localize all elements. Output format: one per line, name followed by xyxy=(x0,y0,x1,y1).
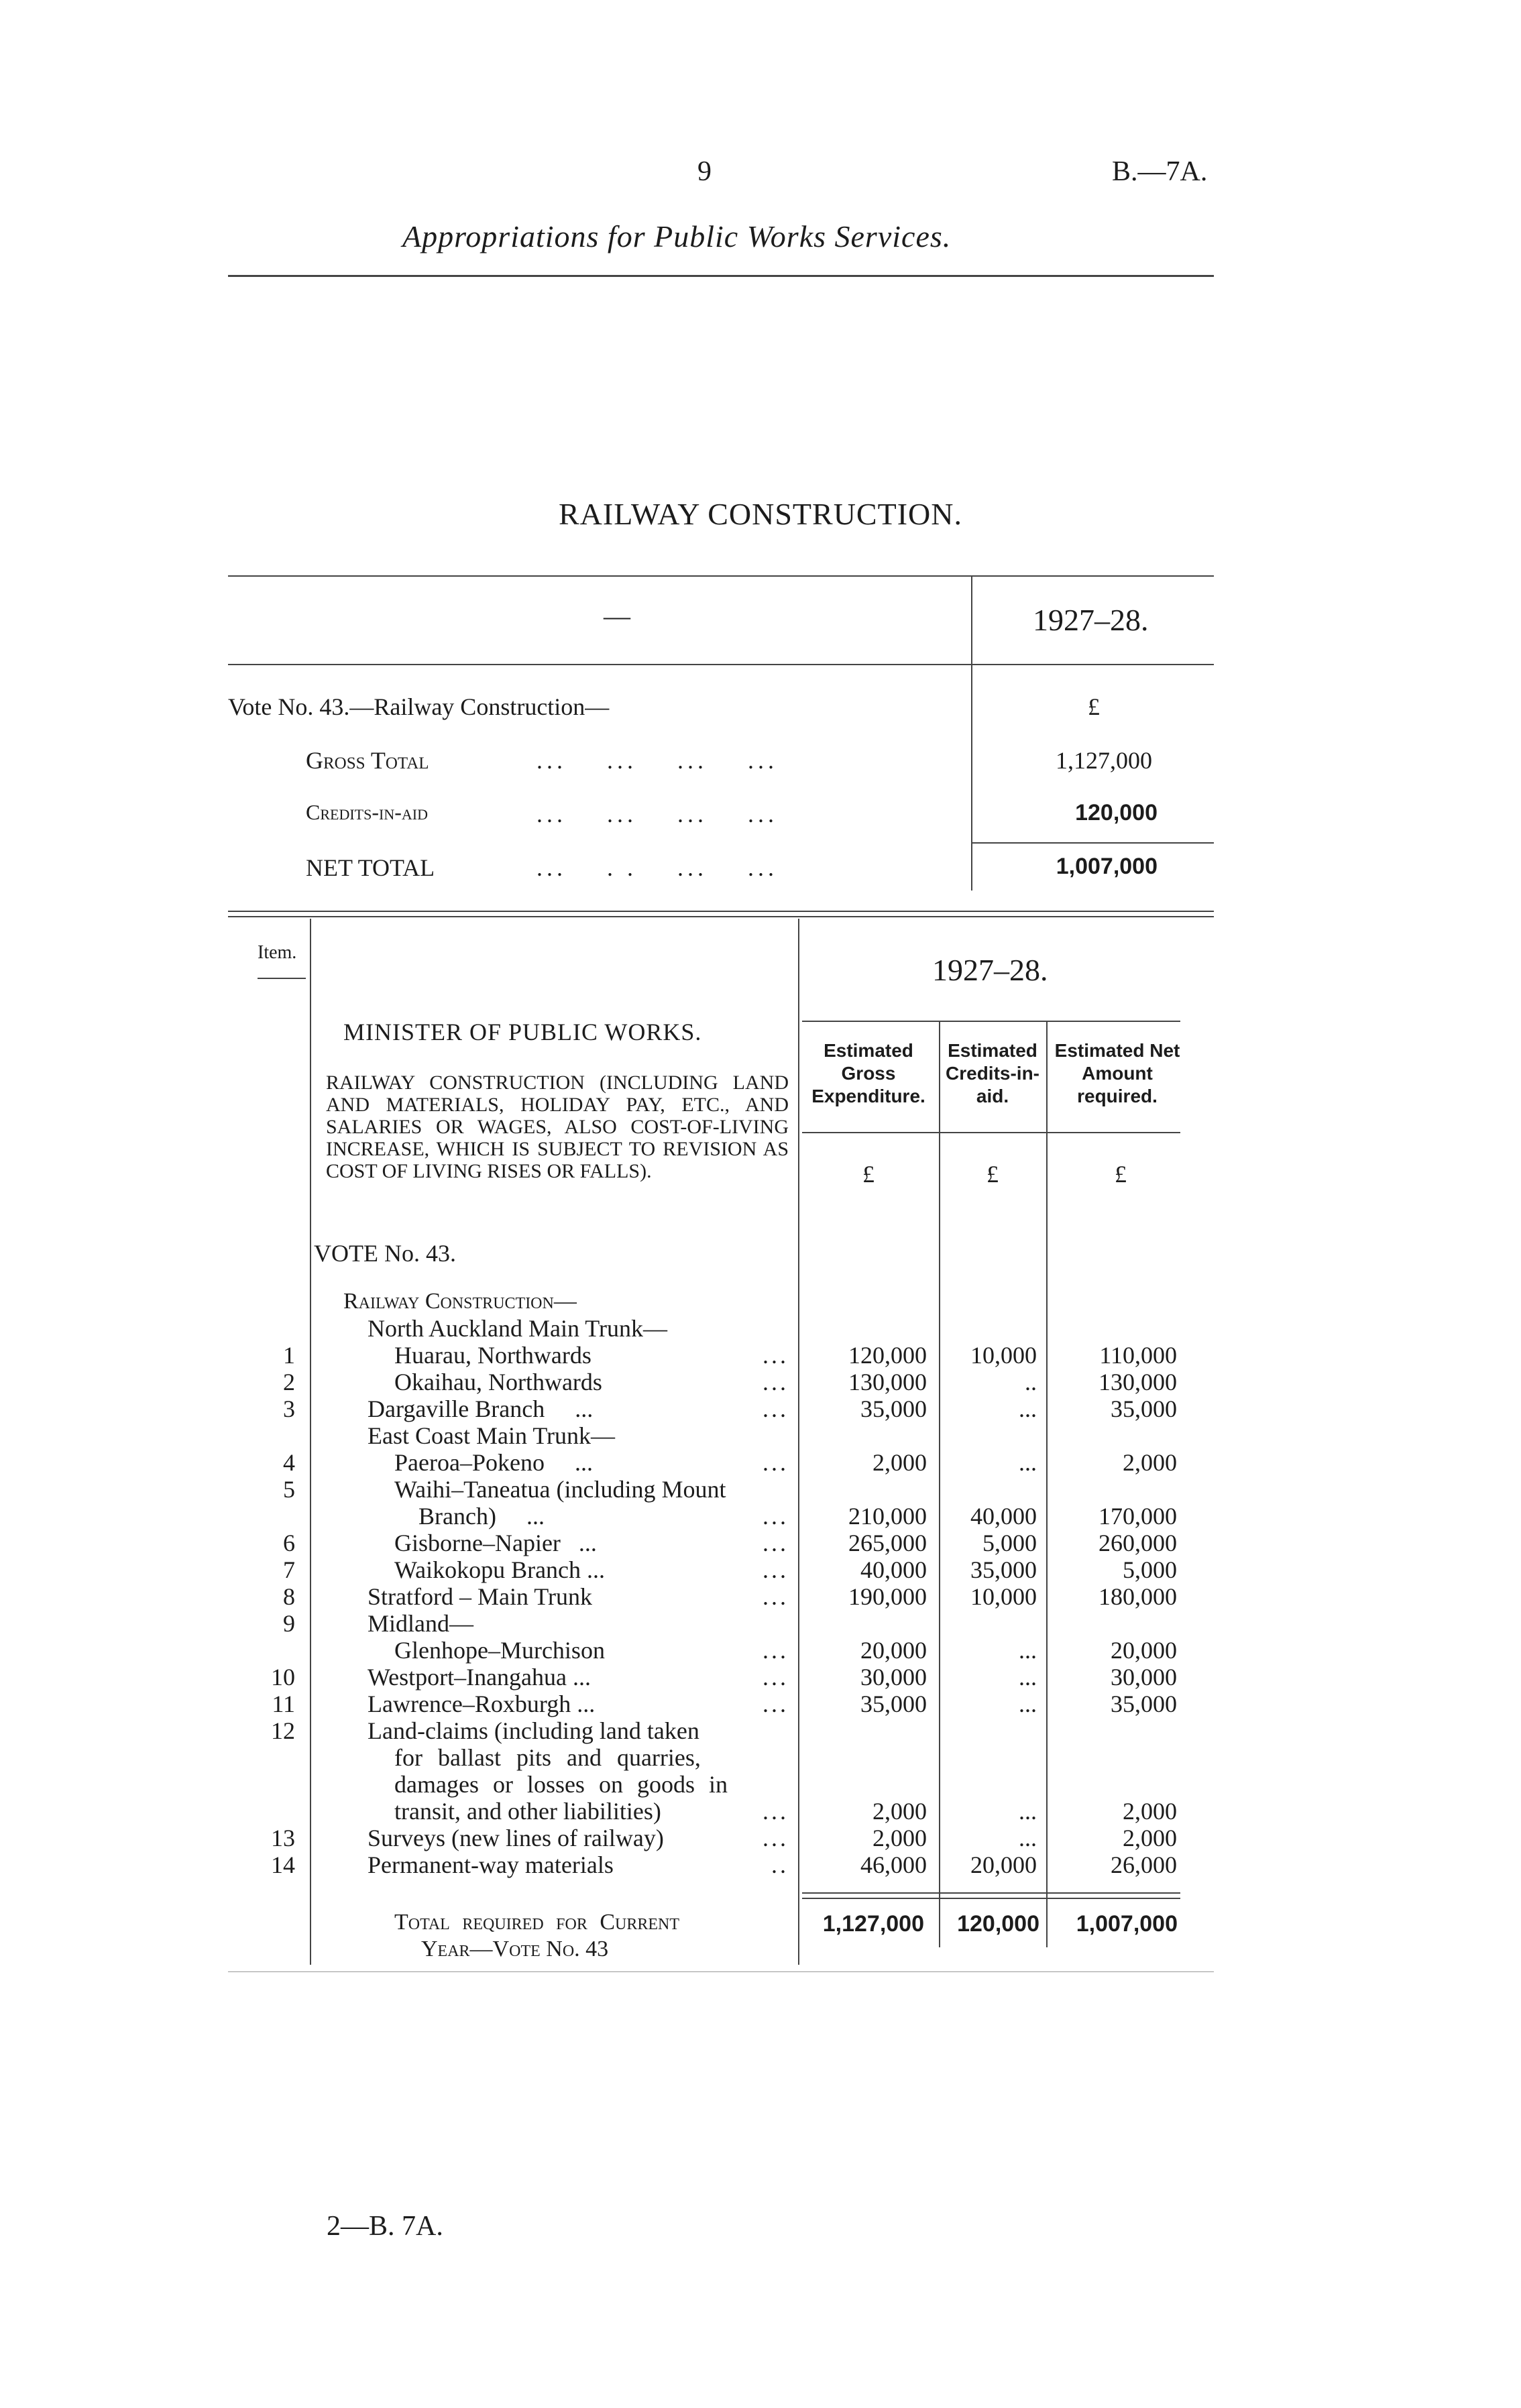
item-text: Paeroa–Pokeno ... xyxy=(394,1449,593,1476)
item-text: Surveys (new lines of railway) xyxy=(368,1825,664,1851)
table-year: 1927–28. xyxy=(932,953,1048,987)
column-group-rule xyxy=(802,1021,1180,1022)
column-header-rule xyxy=(802,1132,1180,1133)
item-text: Land-claims (including land taken xyxy=(368,1717,699,1744)
credits-value: ... xyxy=(1019,1395,1037,1422)
net-value: 130,000 xyxy=(1098,1369,1177,1395)
leader-dots: ... xyxy=(763,1503,789,1530)
leader-dots: ... xyxy=(763,1395,789,1422)
table-row xyxy=(0,1770,1521,1797)
item-text: Branch) ... xyxy=(418,1503,545,1530)
total-rule-2 xyxy=(802,1898,1180,1899)
item-text: Waihi–Taneatua (including Mount xyxy=(394,1476,726,1503)
summary-dash: — xyxy=(604,601,630,631)
table-bottom-rule xyxy=(228,1971,1214,1972)
col-net-header: Estimated Net Amount required. xyxy=(1054,1040,1180,1106)
credits-value: 20,000 xyxy=(970,1851,1037,1878)
leader-dots: ... xyxy=(763,1825,789,1851)
item-number: 7 xyxy=(283,1556,295,1583)
col-credits-header: Estimated Credits-in-aid. xyxy=(946,1040,1039,1106)
gross-total-leader: ... ... ... ... xyxy=(537,747,778,774)
item-text: transit, and other liabilities) xyxy=(394,1798,661,1825)
gross-value: 2,000 xyxy=(872,1825,927,1851)
net-value: 170,000 xyxy=(1098,1503,1177,1530)
credits-value: ... xyxy=(1019,1690,1037,1717)
item-text: Lawrence–Roxburgh ... xyxy=(368,1690,596,1717)
total-net: 1,007,000 xyxy=(1076,1911,1178,1937)
table-row xyxy=(0,1663,1521,1690)
total-label: Total required for Current xyxy=(394,1910,680,1935)
table-row xyxy=(0,1314,1521,1341)
table-row xyxy=(0,1851,1521,1878)
gross-value: 190,000 xyxy=(848,1583,927,1610)
table-row xyxy=(0,1341,1521,1368)
table-row xyxy=(0,1422,1521,1448)
credits-value: 10,000 xyxy=(970,1342,1037,1369)
credits-in-aid-leader: ... ... ... ... xyxy=(537,801,778,827)
table-row xyxy=(0,1395,1521,1422)
vote-description: RAILWAY CONSTRUCTION (INCLUDING LAND AND MATERIALS, HOLIDAY PAY, ETC., AND SALARIES OR WAGES, ALSO COST-OF-LIVING INCREASE, WHICH IS SUBJECT TO REVISION AS COST OF LIVING RISES OR FALLS). xyxy=(326,1072,789,1182)
table-row xyxy=(0,1743,1521,1770)
gross-value: 2,000 xyxy=(872,1798,927,1825)
credits-value: 35,000 xyxy=(970,1556,1037,1583)
table-row xyxy=(0,1824,1521,1851)
item-text: Huarau, Northwards xyxy=(394,1342,592,1369)
footer-signature: 2—B. 7A. xyxy=(327,2211,443,2242)
item-text: for ballast pits and quarries, xyxy=(394,1744,701,1771)
leader-dots: .. xyxy=(771,1851,789,1878)
net-total-leader: ... . . ... ... xyxy=(537,854,778,881)
gross-value: 35,000 xyxy=(860,1395,927,1422)
net-total-rule xyxy=(971,842,1214,844)
table-row xyxy=(0,1609,1521,1636)
item-text: Westport–Inangahua ... xyxy=(368,1664,591,1690)
table-row xyxy=(0,1690,1521,1717)
item-number: 5 xyxy=(283,1476,295,1503)
table-row xyxy=(0,1502,1521,1529)
credits-value: 5,000 xyxy=(982,1530,1037,1556)
table-row xyxy=(0,1475,1521,1502)
total-gross: 1,127,000 xyxy=(822,1911,924,1937)
vote-line: Vote No. 43.—Railway Construction— xyxy=(228,693,610,720)
net-value: 2,000 xyxy=(1123,1449,1177,1476)
item-header: Item. xyxy=(258,942,297,963)
net-value: 26,000 xyxy=(1111,1851,1177,1878)
gross-value: 265,000 xyxy=(848,1530,927,1556)
item-text: Glenhope–Murchison xyxy=(394,1637,605,1664)
document-reference: B.—7A. xyxy=(1112,156,1208,187)
header-rule xyxy=(228,275,1214,277)
section-title: RAILWAY CONSTRUCTION. xyxy=(559,497,962,531)
item-text: damages or losses on goods in xyxy=(394,1771,728,1798)
credits-value: 10,000 xyxy=(970,1583,1037,1610)
total-rule xyxy=(802,1892,1180,1894)
col-gross-header: Estimated Gross Expenditure. xyxy=(811,1040,925,1106)
gross-value: 120,000 xyxy=(848,1342,927,1369)
net-value: 35,000 xyxy=(1111,1395,1177,1422)
page-subtitle: Appropriations for Public Works Services. xyxy=(402,219,952,253)
credits-value: ... xyxy=(1019,1825,1037,1851)
item-text: Okaihau, Northwards xyxy=(394,1369,602,1395)
item-number: 9 xyxy=(283,1610,295,1637)
leader-dots: ... xyxy=(763,1556,789,1583)
net-value: 2,000 xyxy=(1123,1798,1177,1825)
item-number: 8 xyxy=(283,1583,295,1610)
net-value: 110,000 xyxy=(1099,1342,1177,1369)
item-number: 12 xyxy=(271,1717,295,1744)
item-text: Midland— xyxy=(368,1610,473,1637)
total-label-line2: Year—Vote No. 43 xyxy=(421,1937,609,1961)
gross-value: 30,000 xyxy=(860,1664,927,1690)
table-row xyxy=(0,1717,1521,1743)
summary-year: 1927–28. xyxy=(1033,603,1149,637)
gross-value: 210,000 xyxy=(848,1503,927,1530)
gross-value: 20,000 xyxy=(860,1637,927,1664)
item-number: 11 xyxy=(272,1690,295,1717)
currency-net: £ xyxy=(1115,1161,1127,1188)
vote-label: VOTE No. 43. xyxy=(314,1240,456,1267)
table-row xyxy=(0,1583,1521,1609)
item-number: 14 xyxy=(271,1851,295,1878)
currency-gross: £ xyxy=(862,1161,875,1188)
item-text: Stratford – Main Trunk xyxy=(368,1583,593,1610)
table-row xyxy=(0,1636,1521,1663)
item-number: 4 xyxy=(283,1449,295,1476)
item-number: 2 xyxy=(283,1369,295,1395)
gross-value: 46,000 xyxy=(860,1851,927,1878)
net-total-label: NET TOTAL xyxy=(306,854,435,881)
summary-currency: £ xyxy=(1088,693,1100,720)
gross-total-label: Gross Total xyxy=(306,747,429,774)
net-value: 260,000 xyxy=(1098,1530,1177,1556)
leader-dots: ... xyxy=(763,1637,789,1664)
leader-dots: ... xyxy=(763,1530,789,1556)
currency-credits: £ xyxy=(987,1161,999,1188)
leader-dots: ... xyxy=(763,1664,789,1690)
credits-value: .. xyxy=(1025,1369,1037,1395)
table-row xyxy=(0,1448,1521,1475)
item-number: 1 xyxy=(283,1342,295,1369)
item-number: 3 xyxy=(283,1395,295,1422)
net-value: 35,000 xyxy=(1111,1690,1177,1717)
summary-bottom-rule xyxy=(228,911,1214,912)
leader-dots: ... xyxy=(763,1449,789,1476)
net-value: 5,000 xyxy=(1123,1556,1177,1583)
credits-in-aid-label: Credits-in-aid xyxy=(306,800,428,824)
gross-total-value: 1,127,000 xyxy=(1056,747,1152,774)
leader-dots: ... xyxy=(763,1690,789,1717)
summary-top-rule xyxy=(228,575,1214,577)
gross-value: 130,000 xyxy=(848,1369,927,1395)
item-text: Gisborne–Napier ... xyxy=(394,1530,597,1556)
item-text: Waikokopu Branch ... xyxy=(394,1556,606,1583)
summary-bottom-rule-2 xyxy=(228,916,1214,917)
gross-value: 35,000 xyxy=(860,1690,927,1717)
leader-dots: ... xyxy=(763,1342,789,1369)
leader-dots: ... xyxy=(763,1583,789,1610)
leader-dots: ... xyxy=(763,1369,789,1395)
credits-value: ... xyxy=(1019,1637,1037,1664)
group-heading: Railway Construction— xyxy=(343,1289,577,1314)
table-row xyxy=(0,1368,1521,1395)
credits-in-aid-value: 120,000 xyxy=(1075,800,1158,825)
item-text: Permanent-way materials xyxy=(368,1851,614,1878)
total-credits: 120,000 xyxy=(957,1911,1039,1937)
net-value: 20,000 xyxy=(1111,1637,1177,1664)
table-row xyxy=(0,1556,1521,1583)
net-value: 2,000 xyxy=(1123,1825,1177,1851)
minister-heading: MINISTER OF PUBLIC WORKS. xyxy=(343,1019,702,1045)
item-header-rule xyxy=(258,978,306,979)
net-value: 180,000 xyxy=(1098,1583,1177,1610)
item-number: 13 xyxy=(271,1825,295,1851)
item-text: East Coast Main Trunk— xyxy=(368,1422,616,1449)
leader-dots: ... xyxy=(763,1798,789,1825)
credits-value: 40,000 xyxy=(970,1503,1037,1530)
credits-value: ... xyxy=(1019,1449,1037,1476)
net-total-value: 1,007,000 xyxy=(1056,854,1158,879)
credits-value: ... xyxy=(1019,1798,1037,1825)
table-row xyxy=(0,1797,1521,1824)
credits-value: ... xyxy=(1019,1664,1037,1690)
gross-value: 2,000 xyxy=(872,1449,927,1476)
item-number: 6 xyxy=(283,1530,295,1556)
gross-value: 40,000 xyxy=(860,1556,927,1583)
net-value: 30,000 xyxy=(1111,1664,1177,1690)
page-number: 9 xyxy=(697,156,712,187)
item-text: Dargaville Branch ... xyxy=(368,1395,594,1422)
table-row xyxy=(0,1529,1521,1556)
item-number: 10 xyxy=(271,1664,295,1690)
summary-header-rule xyxy=(228,664,1214,665)
item-text: North Auckland Main Trunk— xyxy=(368,1315,668,1342)
